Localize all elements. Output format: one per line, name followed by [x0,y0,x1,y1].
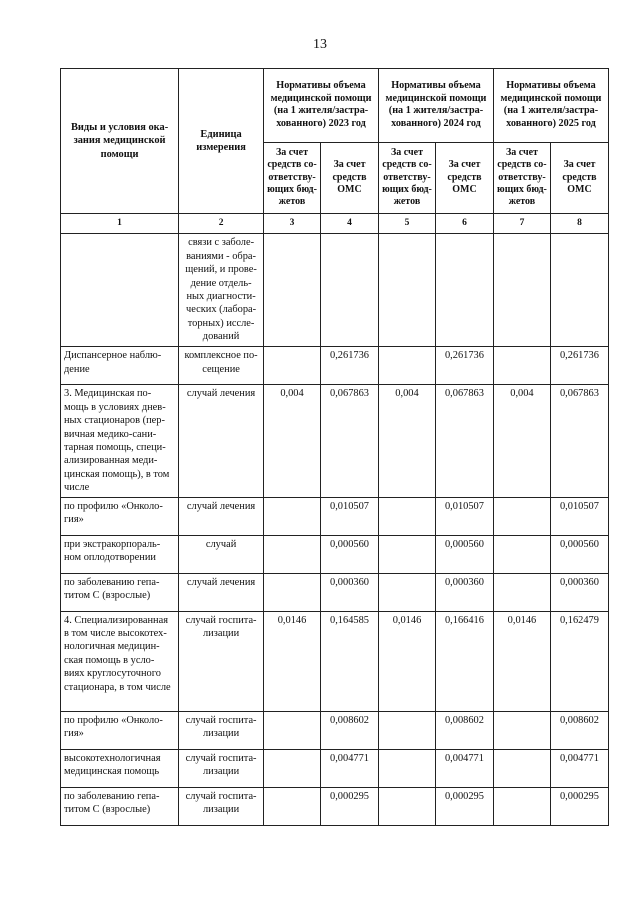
row-value: 0,000360 [435,573,493,611]
row-value: 0,004 [379,385,436,497]
row-value: 0,0146 [493,611,550,711]
row-value: 0,000295 [321,787,379,825]
row-value [264,749,321,787]
row-value: 0,000295 [435,787,493,825]
header-group-2024: Нормативы объема медицинской помощи (на 1 жителя/застра- хованного) 2024 год [379,69,494,143]
row-value [264,347,321,385]
row-value: 0,067863 [550,385,608,497]
row-value: 0,004771 [321,749,379,787]
row-unit: случай лечения [179,385,264,497]
row-value [493,711,550,749]
header-budget-2025: За счет средств со- ответству- ющих бюд- жетов [493,142,550,213]
row-value [379,347,436,385]
row-value [264,497,321,535]
row-value [493,497,550,535]
norms-table [60,68,609,826]
row-value: 0,166416 [435,611,493,711]
row-value: 0,000560 [435,535,493,573]
row-unit: случай [179,535,264,573]
row-value [321,234,379,347]
row-label: 3. Медицинская по- мощь в условиях днев- ных стационаров (пер- вичная медико-сани- тарная помощь, специ- ализированная меди- цинская помощь), в том числе [61,385,179,497]
col-number: 1 [61,214,179,234]
row-value: 0,008602 [550,711,608,749]
table-row [61,347,609,385]
row-unit: случай лечения [179,497,264,535]
row-value: 0,000560 [321,535,379,573]
row-label: при экстракорпораль- ном оплодотворении [61,535,179,573]
row-label: высокотехнологичная медицинская помощь [61,749,179,787]
table-row [61,535,609,573]
col-number: 4 [321,214,379,234]
row-label [61,234,179,347]
row-label: по профилю «Онколо- гия» [61,497,179,535]
header-group-2023: Нормативы объема медицинской помощи (на 1 жителя/застра- хованного) 2023 год [264,69,379,143]
row-value: 0,008602 [435,711,493,749]
row-value [379,711,436,749]
row-value: 0,004771 [550,749,608,787]
row-value: 0,067863 [321,385,379,497]
row-value: 0,000360 [550,573,608,611]
row-value [493,234,550,347]
col-number: 7 [493,214,550,234]
row-label: по профилю «Онколо- гия» [61,711,179,749]
row-value [379,749,436,787]
table-row [61,749,609,787]
col-number: 8 [550,214,608,234]
row-value: 0,261736 [321,347,379,385]
row-value [264,535,321,573]
row-value: 0,000560 [550,535,608,573]
row-unit: случай госпита- лизации [179,711,264,749]
table-row [61,611,609,711]
header-oms-2023: За счет средств ОМС [321,142,379,213]
header-oms-2024: За счет средств ОМС [435,142,493,213]
row-value [493,347,550,385]
row-value [264,234,321,347]
row-value [264,787,321,825]
col-number: 2 [179,214,264,234]
row-unit: случай госпита- лизации [179,749,264,787]
column-numbers-row [61,214,609,234]
table-row [61,573,609,611]
row-value [264,573,321,611]
row-value: 0,164585 [321,611,379,711]
col-number: 5 [379,214,436,234]
row-value: 0,008602 [321,711,379,749]
header-kinds: Виды и условия ока- зания медицинской помощи [61,69,179,214]
row-value [493,535,550,573]
header-group-2025: Нормативы объема медицинской помощи (на 1 жителя/застра- хованного) 2025 год [493,69,608,143]
table-row [61,787,609,825]
row-unit: случай госпита- лизации [179,611,264,711]
row-value [379,573,436,611]
table-body [61,234,609,825]
row-value: 0,0146 [264,611,321,711]
row-value: 0,010507 [435,497,493,535]
row-value: 0,261736 [550,347,608,385]
table-row [61,385,609,497]
row-value [379,535,436,573]
row-value [379,234,436,347]
row-value [379,787,436,825]
header-unit: Единица измерения [179,69,264,214]
row-value: 0,004 [264,385,321,497]
row-value: 0,0146 [379,611,436,711]
row-value [493,573,550,611]
row-value: 0,004771 [435,749,493,787]
table-row [61,711,609,749]
row-value: 0,162479 [550,611,608,711]
row-value [493,749,550,787]
row-value: 0,261736 [435,347,493,385]
row-value: 0,010507 [550,497,608,535]
row-value: 0,004 [493,385,550,497]
header-budget-2023: За счет средств со- ответству- ющих бюд- жетов [264,142,321,213]
row-label: по заболеванию гепа- титом С (взрослые) [61,787,179,825]
header-oms-2025: За счет средств ОМС [550,142,608,213]
row-value [493,787,550,825]
col-number: 6 [435,214,493,234]
table-row [61,497,609,535]
page-number: 13 [313,37,327,52]
row-unit: связи с заболе- ваниями - обра- щений, и прове- дение отдель- ных диагности- ческих (лабора- торных) иссле- дований [179,234,264,347]
row-label: по заболеванию гепа- титом С (взрослые) [61,573,179,611]
row-value [379,497,436,535]
col-number: 3 [264,214,321,234]
row-unit: комплексное по- сещение [179,347,264,385]
row-value: 0,000360 [321,573,379,611]
row-value: 0,010507 [321,497,379,535]
row-value [264,711,321,749]
row-unit: случай лечения [179,573,264,611]
row-label: Диспансерное наблю- дение [61,347,179,385]
row-value [435,234,493,347]
row-value [550,234,608,347]
row-unit: случай госпита- лизации [179,787,264,825]
row-label: 4. Специализированная в том числе высокотех- нологичная медицин- ская помощь в усло- виях круглосуточного стационара, в том числе [61,611,179,711]
row-value: 0,067863 [435,385,493,497]
row-value: 0,000295 [550,787,608,825]
header-budget-2024: За счет средств со- ответству- ющих бюд- жетов [379,142,436,213]
table-row [61,234,609,347]
